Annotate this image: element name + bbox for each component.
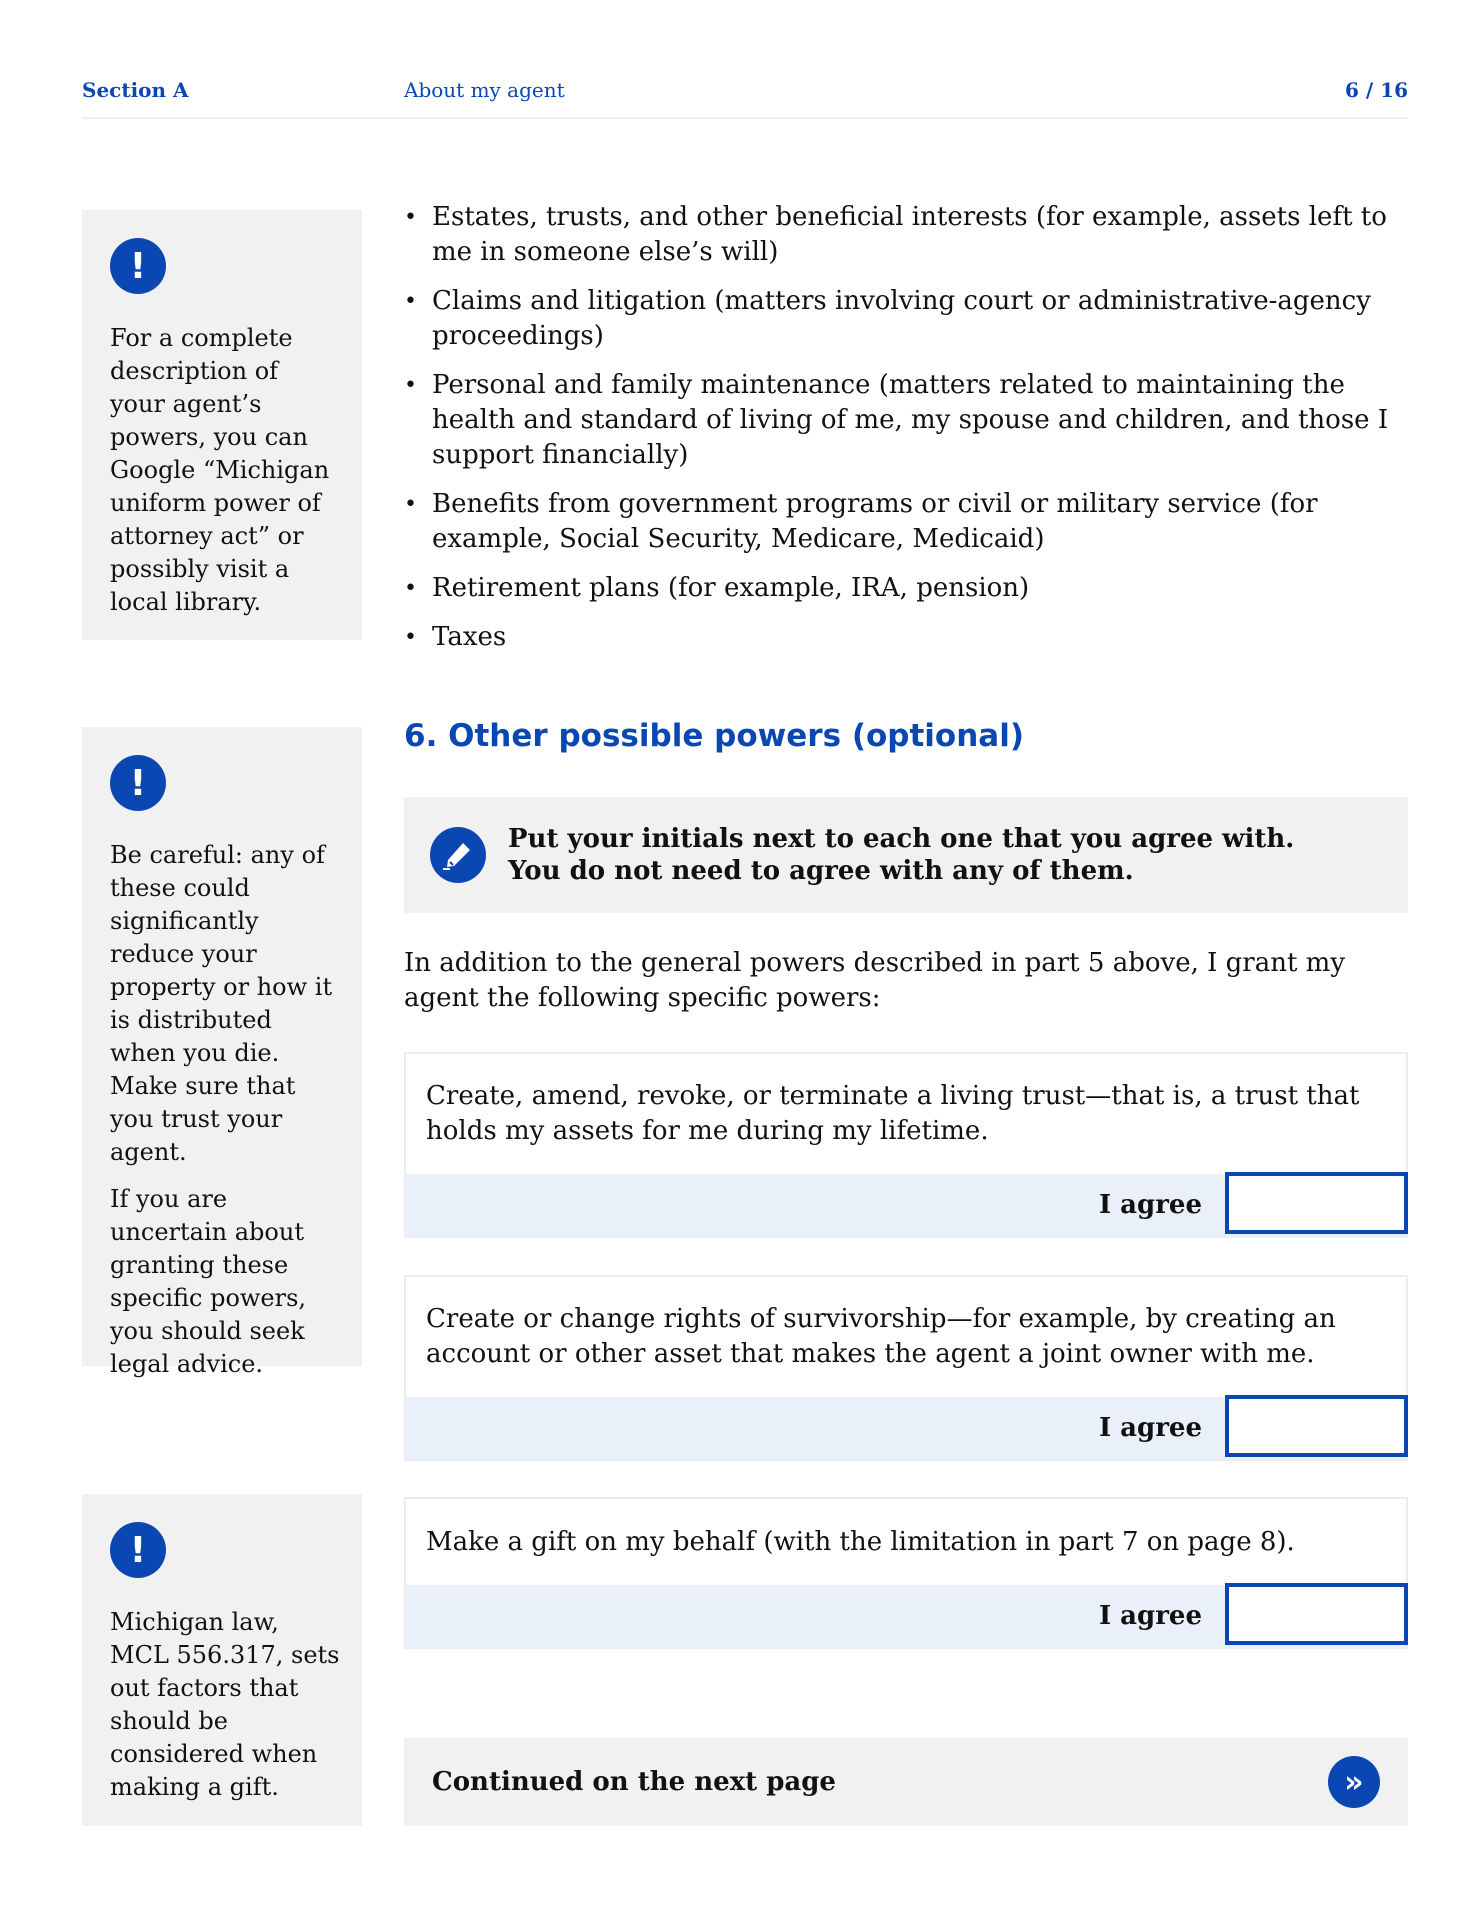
power-text: Make a gift on my behalf (with the limitation in part 7 on page 8). bbox=[426, 1526, 1295, 1557]
list-item: • Retirement plans (for example, IRA, pension) bbox=[404, 573, 1030, 603]
pen-icon bbox=[430, 827, 486, 883]
agree-row bbox=[406, 1174, 1406, 1236]
exclamation-icon: ! bbox=[110, 238, 166, 294]
page-title: About my agent bbox=[404, 78, 565, 102]
exclamation-icon: ! bbox=[110, 755, 166, 811]
note-text: Be careful: any of these could significantly reduce your property or how it is distributed when you die. Make sure that you trust your agent. bbox=[110, 841, 333, 1166]
agree-row bbox=[406, 1585, 1406, 1647]
instruction-line: You do not need to agree with any of them. bbox=[508, 856, 1134, 886]
power-card-gift bbox=[404, 1497, 1408, 1649]
sidebar-note-powers-reference bbox=[82, 210, 362, 640]
power-card-survivorship bbox=[404, 1275, 1408, 1461]
list-item: • Claims and litigation (matters involving court or administrative-agency proceedings) bbox=[404, 286, 1371, 351]
continued-banner bbox=[404, 1738, 1408, 1826]
power-text: Create or change rights of survivorship—for example, by creating an account or other asset that makes the agent a joint owner with me. bbox=[426, 1304, 1336, 1369]
general-powers-list bbox=[404, 200, 1408, 669]
section-label: Section A bbox=[82, 78, 189, 102]
list-item: • Personal and family maintenance (matters related to maintaining the health and standard of living of me, my spouse and children, and those I support financially) bbox=[404, 370, 1389, 470]
sidebar-note-gift-law bbox=[82, 1494, 362, 1826]
list-item: • Estates, trusts, and other beneficial interests (for example, assets left to me in someone else’s will) bbox=[404, 202, 1387, 267]
double-chevron-right-icon[interactable]: » bbox=[1328, 1756, 1380, 1808]
instruction-line: Put your initials next to each one that you agree with. bbox=[508, 824, 1295, 854]
initials-input[interactable] bbox=[1225, 1395, 1408, 1457]
exclamation-icon: ! bbox=[110, 1522, 166, 1578]
list-item: • Benefits from government programs or civil or military service (for example, Social Security, Medicare, Medicaid) bbox=[404, 489, 1318, 554]
intro-text: In addition to the general powers described in part 5 above, I grant my agent the following specific powers: bbox=[404, 948, 1346, 1013]
power-card-living-trust bbox=[404, 1052, 1408, 1238]
section-heading: 6. Other possible powers (optional) bbox=[404, 718, 1024, 754]
agree-label: I agree bbox=[1098, 1190, 1202, 1220]
agree-row bbox=[406, 1397, 1406, 1459]
note-text: For a complete description of your agent’s powers, you can Google “Michigan uniform power of attorney act” or possibly visit a local library. bbox=[110, 324, 330, 616]
initials-input[interactable] bbox=[1225, 1172, 1408, 1234]
note-text: If you are uncertain about granting these specific powers, you should seek legal advice. bbox=[110, 1185, 307, 1378]
sidebar-note-caution bbox=[82, 727, 362, 1378]
page-number: 6 / 16 bbox=[1345, 78, 1408, 102]
initials-input[interactable] bbox=[1225, 1583, 1408, 1645]
power-text: Create, amend, revoke, or terminate a living trust—that is, a trust that holds my assets for me during my lifetime. bbox=[426, 1081, 1360, 1146]
agree-label: I agree bbox=[1098, 1601, 1202, 1631]
list-item: • Taxes bbox=[404, 622, 507, 652]
agree-label: I agree bbox=[1098, 1413, 1202, 1443]
header-divider bbox=[82, 117, 1408, 119]
note-text: Michigan law, MCL 556.317, sets out factors that should be considered when making a gift. bbox=[110, 1608, 340, 1801]
continued-label: Continued on the next page bbox=[432, 1767, 836, 1797]
instruction-callout bbox=[404, 797, 1408, 913]
